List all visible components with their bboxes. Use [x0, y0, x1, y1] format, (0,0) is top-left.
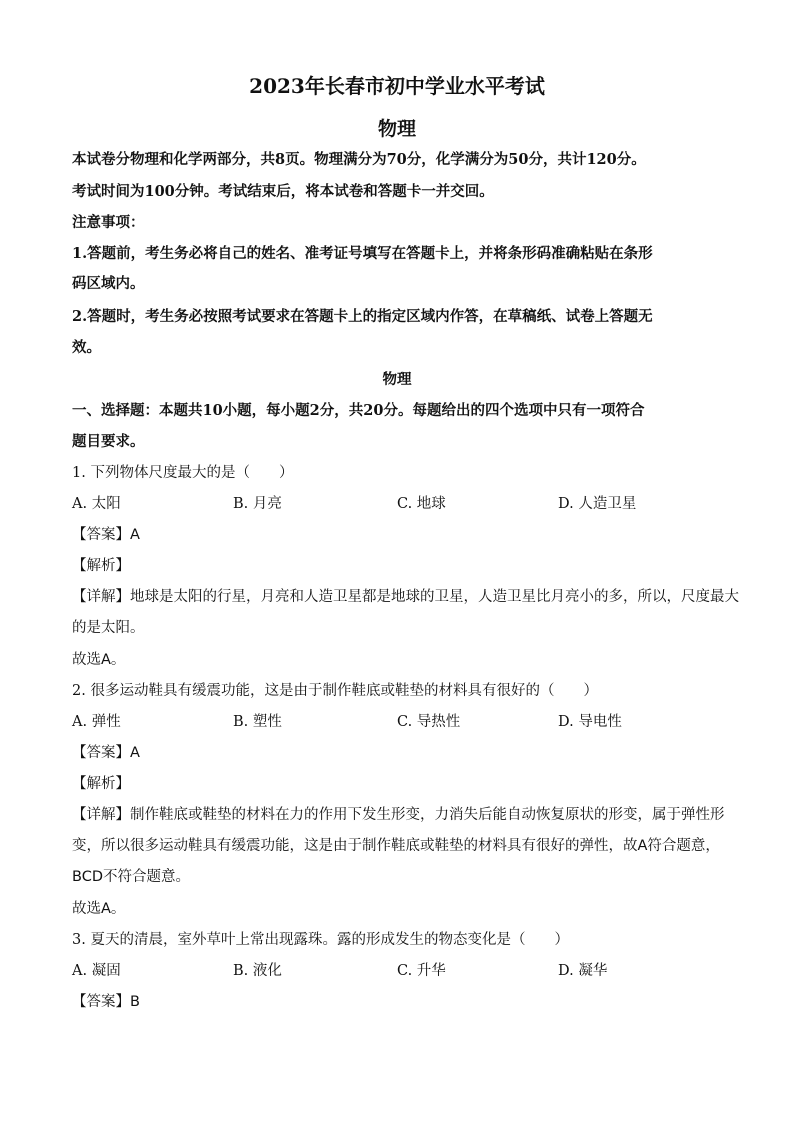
- section-heading-a: 一、选择题：本题共10小题，每小题2分，共20分。每题给出的四个选项中只有一项符合: [72, 402, 645, 419]
- question-2-analysis-label: 【解析】: [72, 776, 130, 792]
- exam-title: 2023年长春市初中学业水平考试: [249, 74, 545, 98]
- question-1-detail-a: 【详解】地球是太阳的行星，月亮和人造卫星都是地球的卫星，人造卫星比月亮小的多，所以，尺度最大: [72, 589, 739, 605]
- question-1-conclusion: 故选A。: [72, 652, 126, 668]
- note-1-line-a: 1.答题前，考生务必将自己的姓名、准考证号填写在答题卡上，并将条形码准确粘贴在条形: [72, 245, 653, 262]
- question-3-answer: 【答案】B: [72, 994, 140, 1010]
- question-1-analysis-label: 【解析】: [72, 558, 130, 574]
- question-2-option-d: D. 导电性: [558, 714, 622, 730]
- question-1-option-b: B. 月亮: [233, 496, 282, 512]
- question-1-detail-b: 的是太阳。: [72, 620, 145, 636]
- subject-title: 物理: [377, 118, 416, 140]
- question-2-option-b: B. 塑性: [233, 714, 282, 730]
- question-2-stem: 2. 很多运动鞋具有缓震功能，这是由于制作鞋底或鞋垫的材料具有很好的（ ）: [72, 683, 598, 699]
- question-3-option-d: D. 凝华: [558, 963, 608, 979]
- notice-label: 注意事项：: [72, 214, 145, 231]
- note-1-line-b: 码区域内。: [72, 275, 145, 292]
- question-2-detail-c: BCD不符合题意。: [72, 869, 190, 885]
- question-2-detail-a: 【详解】制作鞋底或鞋垫的材料在力的作用下发生形变，力消失后能自动恢复原状的形变，属于弹性形: [72, 807, 725, 823]
- question-1-option-d: D. 人造卫星: [558, 496, 637, 512]
- question-2-option-a: A. 弹性: [72, 714, 121, 730]
- section-subject-heading: 物理: [382, 371, 412, 388]
- question-3-option-a: A. 凝固: [72, 963, 121, 979]
- intro-line-2: 考试时间为100分钟。考试结束后，将本试卷和答题卡一并交回。: [72, 183, 494, 200]
- question-1-answer: 【答案】A: [72, 527, 140, 543]
- question-3-stem: 3. 夏天的清晨，室外草叶上常出现露珠。露的形成发生的物态变化是（ ）: [72, 932, 569, 948]
- question-3-option-c: C. 升华: [397, 963, 446, 979]
- question-2-conclusion: 故选A。: [72, 901, 126, 917]
- question-2-answer: 【答案】A: [72, 745, 140, 761]
- note-2-line-a: 2.答题时，考生务必按照考试要求在答题卡上的指定区域内作答，在草稿纸、试卷上答题无: [72, 308, 653, 325]
- question-1-option-a: A. 太阳: [72, 496, 121, 512]
- intro-line-1: 本试卷分物理和化学两部分，共8页。物理满分为70分，化学满分为50分，共计120分。: [72, 151, 646, 168]
- question-1-option-c: C. 地球: [397, 496, 446, 512]
- question-1-stem: 1. 下列物体尺度最大的是（ ）: [72, 465, 294, 481]
- question-3-option-b: B. 液化: [233, 963, 282, 979]
- note-2-line-b: 效。: [72, 339, 101, 356]
- question-2-option-c: C. 导热性: [397, 714, 461, 730]
- question-2-detail-b: 变，所以很多运动鞋具有缓震功能，这是由于制作鞋底或鞋垫的材料具有很好的弹性，故A符合题意，: [72, 838, 720, 854]
- section-heading-b: 题目要求。: [72, 433, 145, 450]
